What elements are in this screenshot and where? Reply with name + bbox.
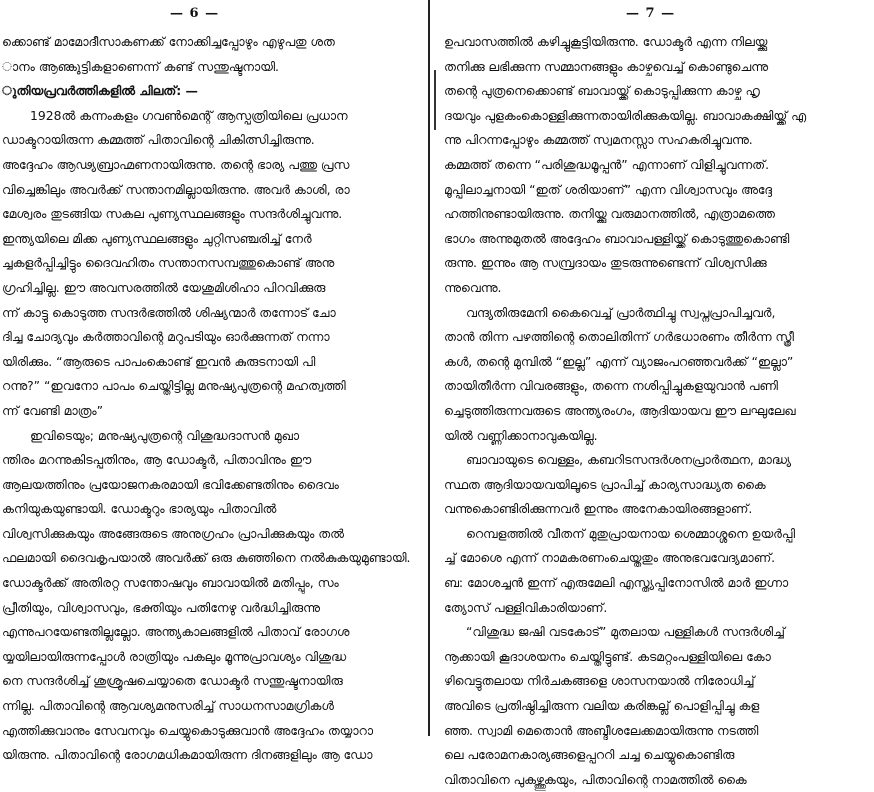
text-line: യിൽ വണ്ണിക്കാനാവുകയില്ല. bbox=[444, 427, 598, 443]
text-line: റെമ്പളത്തിൽ വീതന് മുതുപ്രായനായ ശെമ്മാശ്ശനെ ഉയർപ്പി bbox=[466, 525, 796, 541]
text-line: മൂപ്പിലാച്ചനായി “ഇത് ശരിയാണ്” എന്ന വിശ്വാസവും അദ്ദേ bbox=[444, 181, 773, 197]
text-line: എന്നുപറയേണ്ടതില്ലല്ലോ. അന്ത്യകാലങ്ങളിൽ പിതാവ് രോഗശ bbox=[2, 624, 350, 640]
text-line: കനിയുകയുണ്ടായി. ഡോക്ടറും ഭാര്യയും പിതാവിൽ bbox=[2, 501, 277, 517]
text-line: അവിടെ പ്രതിഷ്ഠിച്ചിരുന്ന വലിയ കരിങ്കല്ല് പൊളിപ്പിച്ചു കള bbox=[444, 698, 760, 714]
text-line: ബാവായുടെ വെള്ളം, കബറിടസന്ദർശനപ്രാർത്ഥന, മാദ്ധ്യ bbox=[466, 452, 792, 468]
text-line: എത്തിക്കുവാനും സേവനവും ചെയ്യുകൊടുക്കുവാൻ അദ്ദേഹം തയ്യാറാ bbox=[2, 722, 374, 738]
text-line: ന്തിരം മറന്നുകിടപ്പതിനും, ആ ഡോക്ടർ, പിതാവിനും ഈ bbox=[2, 452, 312, 468]
page-number: — 6 — bbox=[170, 6, 220, 21]
text-line: ച്ച് മോശെ എന്ന് നാമകരണംചെയ്തതും അനുഭവവേദ്യമാണ്. bbox=[444, 550, 776, 566]
text-line: ലെ പരോമനകാര്യങ്ങളെപ്പററി ചച്ച ചെയ്യുകൊണ്ടിരു bbox=[444, 747, 735, 763]
left-page bbox=[0, 0, 424, 763]
text-line: ക്കൊണ്ട് മാമോദീസാകണക്ക് നോക്കിച്ചപ്പോഴും എഴുപതു ശത bbox=[2, 34, 335, 49]
text-line: സ്ഥത ആദിയായവയിലൂടെ പ്രാപിച്ച് കാര്യസാദ്ധ്യത കൈ bbox=[444, 476, 766, 492]
text-line: ന്നുവെന്നു. bbox=[444, 279, 502, 295]
page-number: — 7 — bbox=[626, 6, 676, 21]
text-line: ന്നു പിറന്നപ്പോഴും കമ്മത്ത് സ്വമനസ്സാ സഹകരിച്ചുവന്നു. bbox=[444, 132, 753, 148]
text-line: വന്നുകൊണ്ടിരിക്കുന്നവർ ഇന്നും അനേകായിരങ്ങളാണ്. bbox=[444, 501, 753, 517]
text-line: യിരിക്കും. “ആരുടെ പാപംകൊണ്ട് ഇവൻ കുരുടനായി പി bbox=[2, 353, 316, 369]
page-text bbox=[436, 30, 874, 792]
text-line: ഭാഗം അന്നുമുതൽ അദ്ദേഹം ബാവാപള്ളിയ്ക്ക് കൊടുത്തുകൊണ്ടി bbox=[444, 230, 790, 246]
right-page bbox=[436, 0, 874, 787]
text-line: ഹത്തിനുണ്ടായിരുന്നു. തനിയ്ക്കു വരുമാനത്തിൽ, എത്രാമത്തെ bbox=[444, 206, 775, 222]
text-line: തായിതീർന്ന വിവരങ്ങളും, തന്നെ നശിപ്പിച്ചുകളയുവാൻ പണി bbox=[444, 378, 778, 394]
text-line: ന്ന് വേണ്ടി മാത്രം” bbox=[2, 402, 104, 418]
text-line: ുതിയപ്രവർത്തികളിൽ ചിലത്: — bbox=[2, 83, 198, 99]
text-line: പ്രീതിയും, വിശ്വാസവും, ഭക്തിയും പതിനേഴു വർദ്ധിച്ചിരുന്നു bbox=[2, 599, 320, 615]
text-line: ഞ്ഞ. സ്വാമി മെതൊൻ അബ്ദീശലേക്കമായിരുന്നു നടത്തി bbox=[444, 722, 759, 738]
text-line: കൾ, തന്റെ മുമ്പിൽ “ഇല്ല” എന്ന് വ്യാജംപറഞ്ഞവർക്ക് “ഇല്ലാ” bbox=[444, 353, 794, 369]
text-line: ഴിവെട്ടുതലായ നിർചകങ്ങളെ ശാസനയാൽ നിരോധിച്ച് bbox=[444, 673, 755, 689]
text-line: റന്നു?” “ഇവനോ പാപം ചെയ്തിട്ടില്ല മനുഷ്യപുത്രന്റെ മഹത്വത്തി bbox=[2, 378, 346, 394]
text-line: അദ്ദേഹം ആഢ്യബ്രാഹ്മണനായിരുന്നു. തന്റെ ഭാര്യ പത്തു പ്രസ bbox=[2, 156, 350, 172]
text-line: വന്ദ്യതിരുമേനി കൈവെച്ച് പ്രാർത്ഥിച്ചു സ്വപ്നപ്രാപിച്ചവർ, bbox=[466, 304, 776, 320]
text-line: കമ്മത്ത് തന്നെ “പരിശുദ്ധമൂപ്പൻ” എന്നാണ് വിളിച്ചുവന്നത്. bbox=[444, 156, 770, 172]
text-line: വിശ്വസിക്കുകയും അങ്ങേരുടെ അനുഗ്രഹം പ്രാപിക്കുകയും തൽ bbox=[2, 525, 344, 541]
text-line: തനിക്കു ലഭിക്കുന്ന സമ്മാനങ്ങളും കാഴ്ചവെച്ച് കൊണ്ടുചെന്നു bbox=[444, 58, 768, 74]
text-line: വിച്ചെങ്കിലും അവർക്ക് സന്താനമില്ലായിരുന്നു. അവർ കാശി, രാ bbox=[2, 181, 350, 197]
text-line: നൂക്കായി കൂദാശയനം ചെയ്തിട്ടുണ്ട്. കടമറ്റംപള്ളിയിലെ കോ bbox=[444, 648, 771, 664]
text-line: ദിച്ച ചോദ്യവും കർത്താവിന്റെ മറുപടിയും ഓർക്കുന്നത് നന്നാ bbox=[2, 329, 330, 345]
text-line: രുന്നു. ഇന്നും ആ സമ്പ്രദായം തുടരുന്നുണ്ടെന്ന് വിശ്വസിക്കു bbox=[444, 255, 767, 271]
text-line: ച്ചകളർപ്പിച്ചിട്ടും ദൈവഹിതം സന്താനസമ്പത്തുകൊണ്ട് അനു bbox=[2, 255, 335, 271]
text-line: ന്നില്ല. പിതാവിന്റെ ആവശ്യമനുസരിച്ച് സാധനസാമഗ്രികൾ bbox=[2, 698, 334, 714]
text-line: ഗ്രഹിച്ചില്ല. ഈ അവസരത്തിൽ യേശുമിശിഹാ പിറവിക്കുരു bbox=[2, 279, 326, 295]
text-line: ാനം ആണ്കുട്ടികളാണെന്ന് കണ്ട് സന്തുഷ്ടനായി. bbox=[2, 58, 279, 74]
text-line: ച്ചെടുത്തിരുന്നവരുടെ അന്ത്യരംഗം, ആദിയായവ ഈ ലഘുലേഖ bbox=[444, 402, 796, 418]
text-line: ഡാക്ടറായിരുന്ന കമ്മത്ത് പിതാവിന്റെ ചികിത്സിച്ചിരുന്നു. bbox=[2, 132, 315, 148]
text-line: “വിശുദ്ധ ജഷി വടകോട്” മുതലായ പള്ളികൾ സന്ദർശിച്ച് bbox=[466, 624, 785, 640]
text-line: ഫലമായി ദൈവകൃപയാൽ അവർക്ക് ഒരു കുഞ്ഞിനെ നൽകുകയുമുണ്ടായി. bbox=[2, 550, 411, 566]
text-line: ന്ന് കാട്ടു കൊടുത്ത സന്ദർഭത്തിൽ ശിഷ്യന്മാർ തന്നോട് ചോ bbox=[2, 304, 336, 320]
text-line: താൻ തിന്ന പഴത്തിന്റെ തൊലിതിന്ന് ഗർഭധാരണം തീർന്ന സ്ത്രീ bbox=[444, 329, 794, 345]
text-line: യിരുന്നു. പിതാവിന്റെ രോഗമധികമായിരുന്ന ദിനങ്ങളിലും ആ ഡോ bbox=[2, 747, 373, 763]
text-line: വിതാവിനെ പുകഴ്ത്തുകയും, പിതാവിന്റെ നാമത്തിൽ കൈ bbox=[444, 771, 747, 787]
text-line: ദയവും പുളകംകൊള്ളിക്കുന്നതായിരിക്കുകയില്ല. ബാവാകക്ഷിയ്ക്ക് എ bbox=[444, 107, 806, 123]
binding-mark bbox=[424, 70, 436, 130]
text-line: മേശ്വരം തുടങ്ങിയ സകല പുണ്യസ്ഥലങ്ങളും സന്ദർശിച്ചുവന്നു. bbox=[2, 206, 343, 222]
text-line: ബ: മോശച്ചൻ ഇന്ന് എരുമേലി എസ്ത്യപ്പിനോസിൽ മാർ ഇഗ്നാ bbox=[444, 575, 789, 591]
page-text bbox=[0, 30, 424, 768]
text-line: ഇന്ത്യയിലെ മിക്ക പുണ്യസ്ഥലങ്ങളും ചുറ്റിസഞ്ചരിച്ച് നേർ bbox=[2, 230, 312, 246]
text-line: തന്റെ പുത്രനെക്കൊണ്ട് ബാവായ്ക്ക് കൊടുപ്പിക്കുന്ന കാഴ്ച ഹൃ bbox=[444, 83, 760, 99]
text-line: നെ സന്ദർശിച്ച് ശുശ്രൂഷചെയ്യാതെ ഡോക്ടർ സന്തുഷ്ടനായിരു bbox=[2, 673, 343, 689]
text-line: ത്യോസ് പള്ളിവികാരിയാണ്. bbox=[444, 599, 608, 615]
text-line: ഡോക്ടർക്ക് അതിരറ്റ സന്തോഷവും ബാവായിൽ മതിപ്പും, സം bbox=[2, 575, 339, 591]
text-line: ഇവിടെയും; മനുഷ്യപുത്രന്റെ വിശുദ്ധദാസൻ മുഖാ bbox=[30, 427, 300, 443]
text-line: യ്യയിലായിരുന്നപ്പോൾ രാത്രിയും പകലും മൂന്നുപ്രാവശ്യം വിശുദ്ധ bbox=[2, 648, 347, 664]
text-line: 1928ൽ കന്നംകളം ഗവൺമെന്റ് ആസ്പത്രിയിലെ പ്രധാന bbox=[30, 107, 348, 123]
text-line: ആലയത്തിനും പ്രയോജനകരമായി ഭവിക്കേണ്ടതിനും ദൈവം bbox=[2, 476, 339, 492]
text-line: ഉപവാസത്തിൽ കഴിച്ചുകൂട്ടിയിരുന്നു. ഡോക്ടർ എന്ന നിലയ്ക്കു bbox=[444, 34, 768, 49]
